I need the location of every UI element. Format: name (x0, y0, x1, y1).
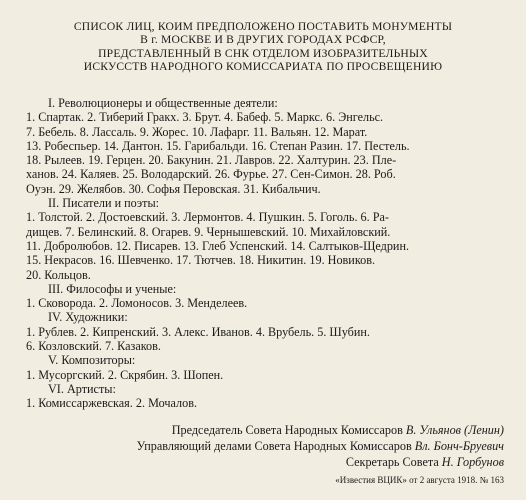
signature-role: Секретарь Совета (345, 455, 439, 469)
title-line: ПРЕДСТАВЛЕННЫЙ В СНК ОТДЕЛОМ ИЗОБРАЗИТЕЛЬНЫХ (98, 46, 428, 60)
section-line: 7. Бебель. 8. Лассаль. 9. Жорес. 10. Лафарг. 11. Вальян. 12. Марат. (26, 124, 368, 139)
section-heading: IV. Художники: (48, 310, 128, 325)
list-section (26, 196, 518, 282)
section-line: 6. Козловский. 7. Казаков. (26, 339, 161, 354)
section-heading: V. Композиторы: (48, 353, 136, 368)
section-line: 18. Рылеев. 19. Герцен. 20. Бакунин. 21. Лавров. 22. Халтурин. 23. Пле- (26, 153, 397, 168)
signature-name: Н. Горбунов (441, 455, 504, 469)
list-section (26, 310, 518, 353)
list-section (26, 96, 518, 196)
signatures-block (137, 422, 504, 470)
signature-role: Председатель Совета Народных Комиссаров (171, 423, 403, 437)
section-line: 1. Сковорода. 2. Ломоносов. 3. Менделеев. (26, 296, 248, 311)
section-line: ханов. 24. Каляев. 25. Володарский. 26. Фурье. 27. Сен-Симон. 28. Роб. (26, 167, 396, 182)
section-line: дищев. 7. Белинский. 8. Огарев. 9. Чернышевский. 10. Михайловский. (26, 224, 391, 239)
list-section (26, 382, 518, 411)
section-heading: I. Революционеры и общественные деятели: (48, 96, 278, 110)
section-heading: VI. Артисты: (48, 381, 116, 396)
document-body (26, 96, 518, 411)
section-line: 15. Некрасов. 16. Шевченко. 17. Тютчев. 18. Никитин. 19. Новиков. (26, 253, 376, 268)
section-line: 1. Рублев. 2. Кипренский. 3. Алекс. Иванов. 4. Врубель. 5. Шубин. (26, 324, 370, 339)
list-section (26, 282, 518, 311)
title-line: В г. МОСКВЕ И В ДРУГИХ ГОРОДАХ РСФСР, (140, 33, 386, 47)
section-line: 13. Робеспьер. 14. Дантон. 15. Гарибальди. 16. Степан Разин. 17. Пестель. (26, 138, 410, 153)
signature-line-chairman (137, 422, 504, 438)
section-line: 20. Кольцов. (26, 267, 91, 282)
source-citation: «Известия ВЦИК» от 2 августа 1918. № 163 (335, 475, 504, 485)
list-section (26, 353, 518, 382)
title-line: ИСКУССТВ НАРОДНОГО КОМИССАРИАТА ПО ПРОСВЕЩЕНИЮ (83, 60, 443, 74)
section-line: Оуэн. 29. Желябов. 30. Софья Перовская. 31. Кибальчич. (26, 181, 321, 196)
section-line: 11. Добролюбов. 12. Писарев. 13. Глеб Успенский. 14. Салтыков-Щедрин. (26, 238, 410, 253)
title-line: СПИСОК ЛИЦ, КОИМ ПРЕДПОЛОЖЕНО ПОСТАВИТЬ МОНУМЕНТЫ (73, 20, 453, 33)
section-line: 1. Комиссаржевская. 2. Мочалов. (26, 396, 198, 411)
document-title (0, 20, 526, 74)
section-line: 1. Спартак. 2. Тиберий Гракх. 3. Брут. 4. Бабеф. 5. Маркс. 6. Энгельс. (26, 110, 384, 125)
section-heading: III. Философы и ученые: (48, 281, 177, 296)
signature-name: Вл. Бонч-Бруевич (414, 439, 504, 453)
section-line: 1. Мусоргский. 2. Скрябин. 3. Шопен. (26, 367, 224, 382)
signature-line-manager (137, 438, 504, 454)
signature-name: В. Ульянов (Ленин) (405, 423, 504, 437)
section-heading: II. Писатели и поэты: (48, 196, 160, 211)
section-line: 1. Толстой. 2. Достоевский. 3. Лермонтов. 4. Пушкин. 5. Гоголь. 6. Ра- (26, 210, 389, 225)
signature-line-secretary (137, 454, 504, 470)
signature-role: Управляющий делами Совета Народных Комиссаров (136, 439, 412, 453)
